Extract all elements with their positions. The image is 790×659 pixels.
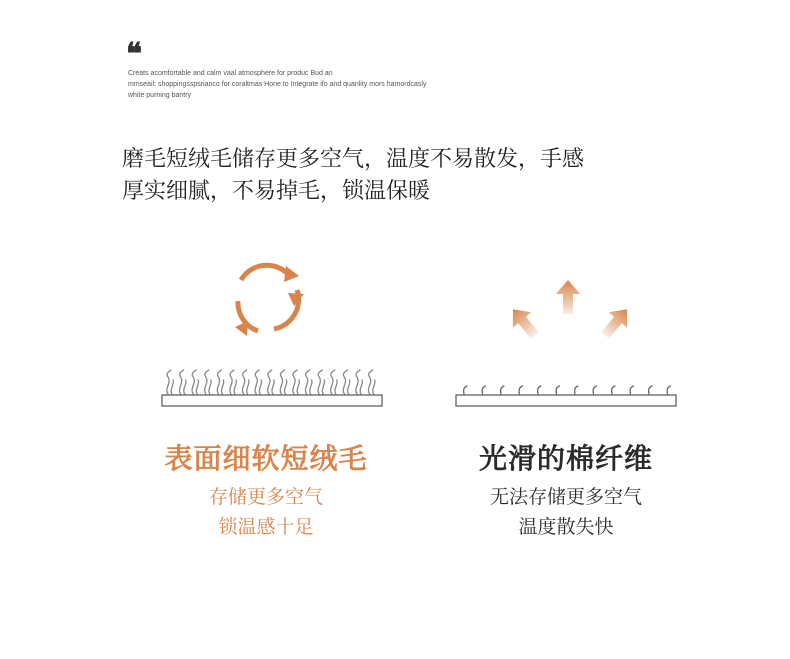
fleece-fiber bbox=[368, 370, 372, 394]
fleece-fiber bbox=[217, 370, 221, 394]
fleece-fiber bbox=[272, 380, 274, 394]
cotton-fiber bbox=[519, 386, 522, 394]
fleece-fiber bbox=[360, 380, 362, 394]
fleece-fiber bbox=[259, 380, 261, 394]
fleece-fiber bbox=[322, 380, 324, 394]
headline-line: 磨毛短绒毛储存更多空气，温度不易散发，手感 bbox=[122, 147, 585, 172]
intro-line: mmseail: shoppingsspsrianco for coraltmas Hone to Integrate ifo and quanlity mors hamordcasly bbox=[128, 81, 427, 88]
fleece-fiber bbox=[230, 370, 234, 394]
intro-text bbox=[128, 68, 508, 101]
panel-title-smooth: 光滑的棉纤维 bbox=[478, 442, 653, 475]
fleece-fiber bbox=[335, 380, 337, 394]
fleece-fiber bbox=[179, 370, 183, 394]
intro-line: white purning bantry bbox=[128, 92, 192, 99]
fleece-fiber bbox=[234, 380, 236, 394]
heat-escape-arrows-icon bbox=[504, 280, 636, 343]
headline-line: 厚实细腻，不易掉毛，锁温保暖 bbox=[122, 179, 431, 204]
fleece-fiber bbox=[205, 370, 209, 394]
smooth-cotton-illustration bbox=[446, 250, 686, 430]
arrow-up-left-icon bbox=[504, 302, 544, 343]
arrow-up-icon bbox=[556, 280, 580, 314]
fleece-fiber bbox=[343, 370, 347, 394]
fabric-base bbox=[456, 395, 676, 406]
fleece-fiber bbox=[222, 380, 224, 394]
cotton-fiber bbox=[538, 386, 541, 394]
brushed-fleece-illustration bbox=[146, 250, 386, 430]
panel-sub-line: 无法存储更多空气 bbox=[489, 486, 642, 508]
fleece-fiber bbox=[285, 380, 287, 394]
fleece-fiber bbox=[268, 370, 272, 394]
fleece-fiber bbox=[171, 380, 173, 394]
fabric-base bbox=[162, 395, 382, 406]
fleece-fiber bbox=[209, 380, 211, 394]
cotton-fiber bbox=[501, 386, 504, 394]
fleece-fibers bbox=[167, 370, 375, 394]
cotton-fibers bbox=[464, 386, 671, 394]
fleece-fiber bbox=[348, 380, 350, 394]
fleece-fiber bbox=[196, 380, 198, 394]
fleece-fiber bbox=[192, 370, 196, 394]
cotton-fiber bbox=[667, 386, 670, 394]
arrow-up-right-icon bbox=[596, 302, 636, 343]
cotton-fiber bbox=[630, 386, 633, 394]
panel-sub-line: 锁温感十足 bbox=[218, 516, 314, 538]
panel-sub-line: 温度散失快 bbox=[518, 516, 614, 538]
cotton-fiber bbox=[464, 386, 467, 394]
fleece-fiber bbox=[167, 370, 171, 394]
cotton-fiber bbox=[649, 386, 652, 394]
cotton-fiber bbox=[612, 386, 615, 394]
fleece-fiber bbox=[280, 370, 284, 394]
fleece-fiber bbox=[184, 380, 186, 394]
fleece-fiber bbox=[242, 370, 246, 394]
cotton-fiber bbox=[575, 386, 578, 394]
cotton-fiber bbox=[482, 386, 485, 394]
fleece-fiber bbox=[331, 370, 335, 394]
fleece-fiber bbox=[305, 370, 309, 394]
cotton-fiber bbox=[593, 386, 596, 394]
fleece-fiber bbox=[293, 370, 297, 394]
fleece-fiber bbox=[356, 370, 360, 394]
intro-line: Creats acomfortable and calm vaal atmosphere for produc Bud an bbox=[128, 70, 333, 77]
fleece-fiber bbox=[297, 380, 299, 394]
cotton-fiber bbox=[556, 386, 559, 394]
panel-sub-line: 存储更多空气 bbox=[208, 486, 323, 508]
fleece-fiber bbox=[310, 380, 312, 394]
quote-open-icon: ❝ bbox=[126, 37, 140, 72]
fleece-fiber bbox=[318, 370, 322, 394]
fleece-fiber bbox=[247, 380, 249, 394]
fleece-fiber bbox=[373, 380, 375, 394]
headline bbox=[122, 144, 702, 208]
fleece-fiber bbox=[255, 370, 259, 394]
panel-title-brushed: 表面细软短绒毛 bbox=[164, 442, 368, 475]
